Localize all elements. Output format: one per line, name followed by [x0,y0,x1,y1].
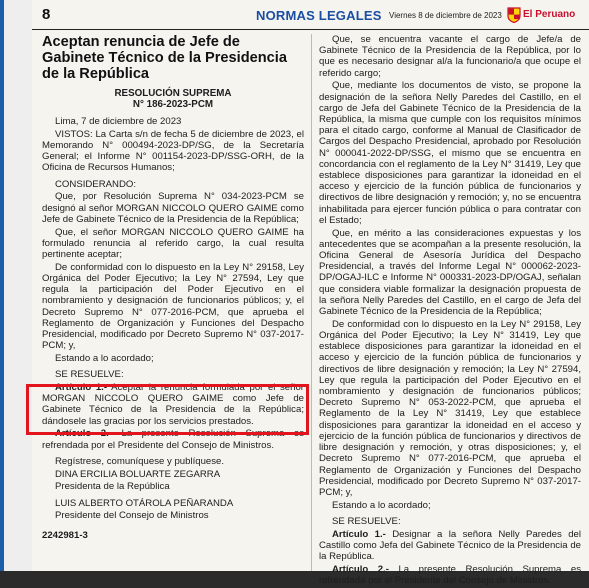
column-divider [311,34,312,571]
article-2 [319,564,581,586]
page-header [32,0,589,30]
signatory-1-role: Presidenta de la República [55,481,170,493]
considerando-heading: CONSIDERANDO: [55,178,137,190]
place-date: Lima, 7 de diciembre de 2023 [55,116,182,127]
publication-code: 2242981-3 [42,529,88,541]
signatory-2-role: Presidente del Consejo de Ministros [55,510,209,522]
article-1-label: Artículo 1.- [332,528,386,540]
signatory-1-name: DINA ERCILIA BOLUARTE ZEGARRA [55,468,221,480]
paragraph: Estando a lo acordado; [332,499,431,511]
paragraph: Que, por Resolución Suprema N° 034-2023-PCM se designó al señor MORGAN NICCOLO QUERO GAIME como Jefe de Gabinete Técnico de la Presidencia de la República; [42,191,304,225]
paragraph: De conformidad con lo dispuesto en la Ley N° 29158, Ley Orgánica del Poder Ejecutivo; la Ley N° 27594, Ley que regula la participación del Poder Ejecutivo en el nombramiento y designación de funcionarios públicos; y, el Decreto Supremo N° 077-2016-PCM, que aprueba el Reglamento de Organización y Funciones del Despacho Presidencial, modificado por Decreto Supremo N° 037-2017-PCM; y, [42,261,304,352]
paragraph: Que, mediante los documentos de visto, se propone la designación de la señora Nelly Paredes del Castillo, en el cargo de Jefa del Gabinete Técnico de la Presidencia de la República, la misma que cumple con los requisitos mínimos para el citado cargo, conforme al Manual de Clasificador de Cargos del Despacho Presidencial, aprobado por Resolución N° 000041-2022-DP/SSG, el mismo que se encuentra en concordancia con el reglamento de la Ley N° 31419, Ley que establece disposiciones para garantizar la idoneidad en el acceso y ejercicio de la función pública de funcionarios y directivos de libre designación y remoción; y, no se encuentra inhabilitada para ejercer función pública o para contratar con el Estado; [319,80,581,226]
article-1-text: Aceptar la renuncia formulada por el señor MORGAN NICCOLO QUERO GAIME como Jefe de Gabinete Técnico de la Presidencia de la República; dándosele las gracias por los servicios prestados. [42,382,305,427]
paragraph: Que, en mérito a las consideraciones expuestas y los antecedentes que se acompañan a la presente resolución, la Oficina General de Asesoría Jurídica del Despacho Presidencial, a través del Informe Legal N° 000062-2023-DP/OGAJ-ILC e Informe N° 000331-2023-DP/OGAJ, señalan que considera viable formalizar la designación propuesta de la señora Nelly Paredes del Castillo, en el cargo de Jefa del Gabinete Técnico de la Presidencia de la República; [319,227,581,318]
se-resuelve-heading: SE RESUELVE: [332,515,401,527]
left-edge-strip [0,0,32,571]
page-number: 8 [42,6,51,23]
article-title: Aceptan renuncia de Jefe de Gabinete Técnico de la Presidencia de la República [42,34,287,82]
closing-formula: Regístrese, comuníquese y publíquese. [55,455,225,467]
article-1 [319,529,581,563]
se-resuelve-heading: SE RESUELVE: [55,369,124,381]
article-2-label: Artículo 2.- [55,428,112,440]
newspaper-page [32,0,589,587]
right-column [319,34,581,588]
peru-shield-icon [507,7,521,23]
article-1-label: Artículo 1.- [55,382,108,394]
paragraph: Que, el señor MORGAN NICCOLO QUERO GAIME ha formulado renuncia al referido cargo, la cual resulta pertinente aceptar; [42,226,304,261]
section-masthead [256,8,382,23]
paragraph: Estando a lo acordado; [55,353,154,365]
left-edge-accent [0,0,4,571]
left-column [42,34,304,542]
paragraph: De conformidad con lo dispuesto en la Ley N° 29158, Ley Orgánica del Poder Ejecutivo; la Ley N° 31419, Ley que establece disposiciones para garantizar la idoneidad en el acceso y ejercicio de la función pública de funcionarios y directivos de libre designación y remoción; la Ley N° 27594, Ley que regula la participación del Poder Ejecutivo en el nombramiento y designación de funcionarios públicos; Decreto Supremo N° 053-2022-PCM, que aprueba el Reglamento de la Ley N° 31419, Ley que establece disposiciones para garantizar la idoneidad en el acceso y ejercicio de la función pública de funcionarios y directivos de libre designación y remoción, y otras disposiciones; y, el Decreto Supremo N° 077-2016-PCM, que aprueba el Reglamento de Organización y Funciones del Despacho Presidencial, modificado por Decreto Supremo N° 037-2017-PCM; y, [319,318,581,498]
header-date: Viernes 8 de diciembre de 2023 [389,11,502,20]
article-2 [42,428,304,450]
masthead-part1: NORMAS [256,8,315,23]
article-2-label: Artículo 2.- [332,563,389,575]
article-2-text: La presente Resolución Suprema es refrendada por el Presidente del Consejo de Ministros. [42,428,305,451]
resolution-number: N° 186-2023-PCM [132,99,214,110]
masthead-part2: LEGALES [318,8,382,23]
brand-name: El Peruano [523,9,576,20]
paragraph: Que, se encuentra vacante el cargo de Jefe/a de Gabinete Técnico de la Presidencia de la República, por lo que es necesario designar al/a la funcionario/a que ocupe el referido cargo; [319,34,581,79]
vistos-paragraph: VISTOS: La Carta s/n de fecha 5 de diciembre de 2023, el Memorando N° 000494-2023-DP/SG, de la Secretaría General; el Informe N° 001154-2023-DP/SSG-ORH, de la Oficina de Recursos Humanos; [42,128,304,174]
signatory-2-name: LUIS ALBERTO OTÁROLA PEÑARANDA [55,497,234,509]
article-1 [42,382,304,427]
resolution-label: RESOLUCIÓN SUPREMA [114,88,232,99]
article-2-text: La presente Resolución Suprema es refrendada por el Presidente del Consejo de Ministros. [319,563,582,587]
article-1-text: Designar a la señora Nelly Paredes del Castillo como Jefa del Gabinete Técnico de la Presidencia de la República. [319,528,581,563]
